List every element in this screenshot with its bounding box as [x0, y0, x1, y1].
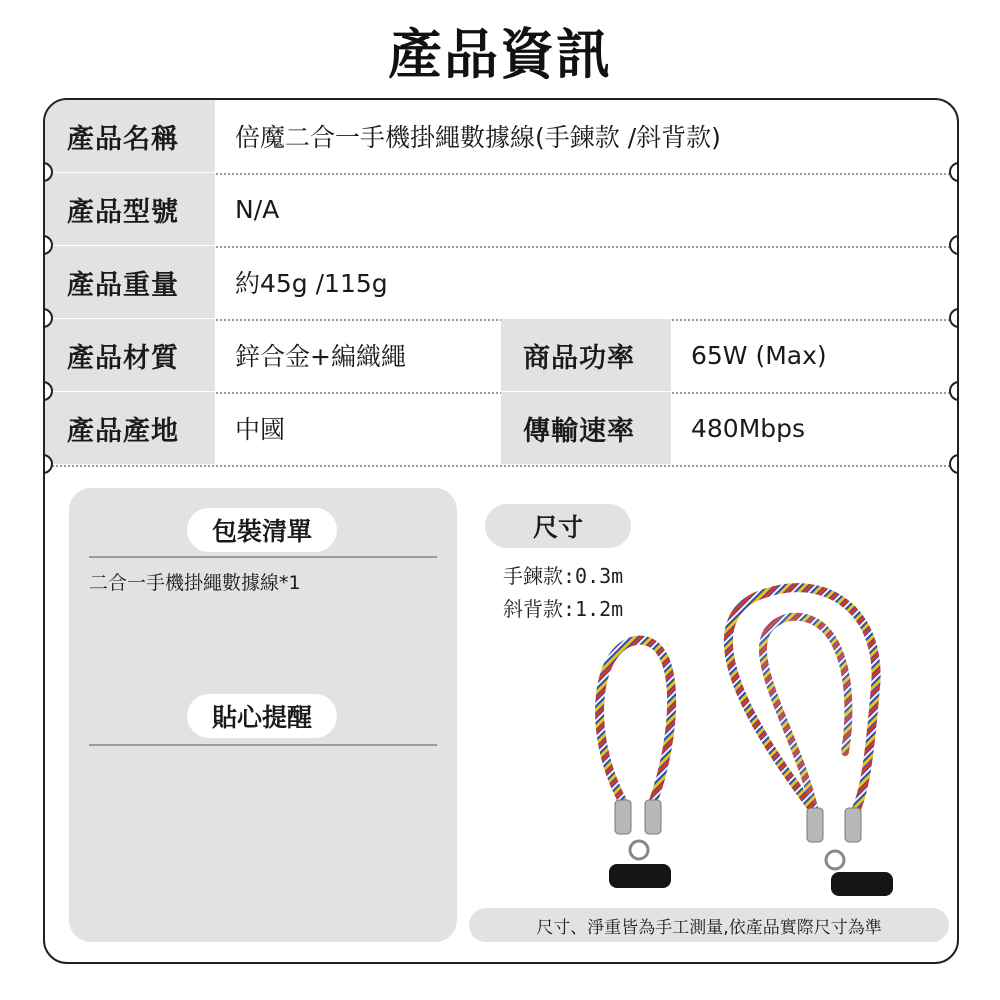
spec-label-model: 產品型號	[45, 173, 215, 245]
spec-value-material: 鋅合金+編織繩	[235, 342, 406, 371]
package-panel	[69, 488, 457, 942]
spec-label-speed: 傳輸速率	[501, 392, 671, 464]
spec-row-material	[45, 319, 957, 394]
package-title: 包裝清單	[187, 508, 337, 552]
spec-value-name: 倍魔二合一手機掛繩數據線(手鍊款 /斜背款)	[235, 123, 721, 152]
tips-divider	[89, 744, 437, 746]
package-divider	[89, 556, 437, 558]
size-title: 尺寸	[485, 504, 631, 548]
spec-row-name	[45, 100, 957, 175]
spec-label-power: 商品功率	[501, 319, 671, 391]
size-wrist: 手鍊款:0.3m	[503, 564, 624, 588]
spec-label-material: 產品材質	[45, 319, 215, 391]
spec-value-origin: 中國	[235, 415, 286, 444]
spec-row-weight	[45, 246, 957, 321]
product-image	[545, 572, 915, 902]
notch-right	[949, 454, 959, 474]
spec-row-model	[45, 173, 957, 248]
spec-row-origin	[45, 392, 957, 467]
spec-value-model: N/A	[235, 194, 280, 224]
spec-value-power: 65W (Max)	[691, 340, 827, 370]
tips-title: 貼心提醒	[187, 694, 337, 738]
page-title: 產品資訊	[388, 23, 612, 86]
wrist-strap	[600, 640, 672, 802]
size-cross: 斜背款:1.2m	[503, 597, 624, 621]
product-info-card	[43, 98, 959, 964]
phone-tab-icon	[609, 864, 671, 888]
connector-icon	[615, 800, 631, 834]
spec-value-weight: 約45g /115g	[235, 269, 388, 298]
spec-label-name: 產品名稱	[45, 100, 215, 172]
spec-label-origin: 產品產地	[45, 392, 215, 464]
spec-label-weight: 產品重量	[45, 246, 215, 318]
spec-value-speed: 480Mbps	[691, 413, 806, 443]
package-item: 二合一手機掛繩數據線*1	[89, 572, 301, 594]
size-note: 尺寸、淨重皆為手工測量,依產品實際尺寸為準	[469, 908, 949, 942]
